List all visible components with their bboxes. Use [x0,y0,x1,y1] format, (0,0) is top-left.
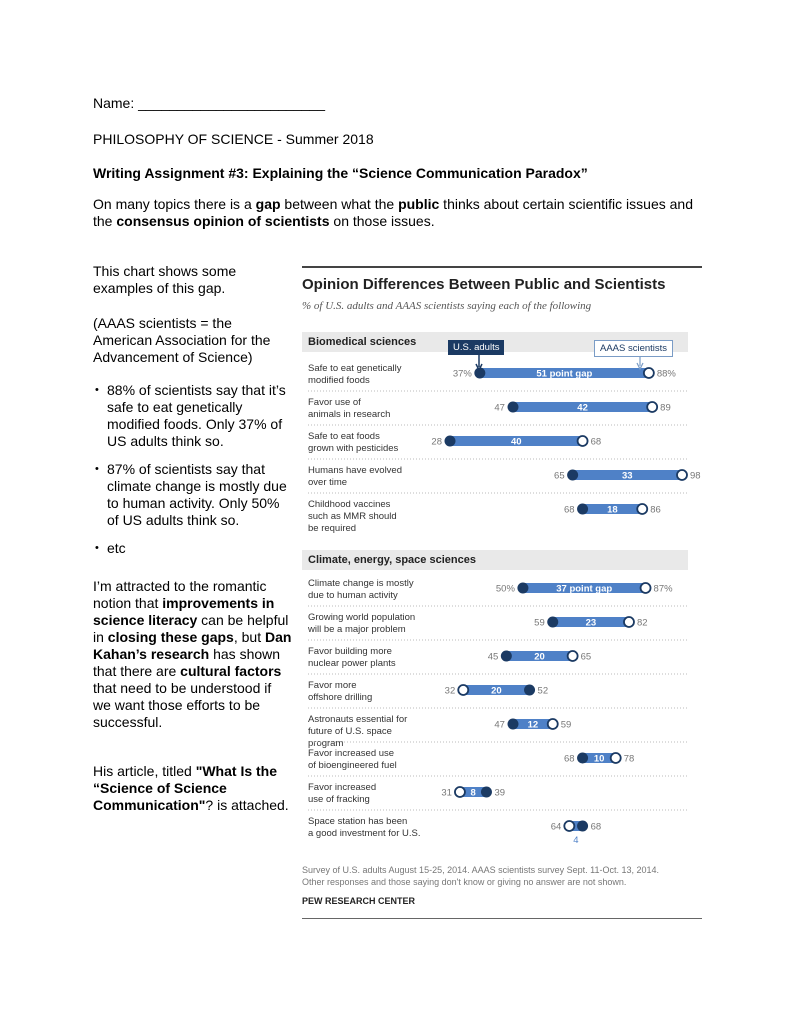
para-bold-literacy: improvements in science literacy [93,595,275,628]
intro-text-2: between what the [280,196,399,212]
row-label-line: Childhood vaccines [308,499,391,510]
chart-title: Opinion Differences Between Public and Scientists [302,276,666,293]
value-label-right: 65 [580,651,592,663]
assignment-title: Writing Assignment #3: Explaining the “Science Communication Paradox” [93,165,588,181]
adults-dot [524,685,535,696]
row-label-line: Humans have evolved [308,465,402,476]
row-label-line: will be a major problem [308,624,406,635]
row-label-line: offshore drilling [308,692,373,703]
scientists-dot [611,753,621,763]
chart-source: PEW RESEARCH CENTER [302,896,416,906]
value-label-left: 68 [563,504,575,516]
adults-dot [577,821,588,832]
value-label-left: 47 [494,719,505,731]
value-label-right: 89 [660,402,671,414]
row-label-line: animals in research [308,409,391,420]
article-paragraph [93,763,293,814]
chart-notes [302,864,659,888]
para-bold-kahan: Dan Kahan’s research [93,629,292,662]
row-label-line: Favor more [308,680,357,691]
row-label-line: over time [308,477,348,488]
value-label-right: 87% [653,583,673,595]
adults-dot [481,787,492,798]
row-label-line: such as MMR should [308,511,397,522]
adults-dot [567,470,578,481]
legend-aaas-scientists: AAAS scientists [594,340,673,357]
chart-note-line: Other responses and those saying don't know or giving no answer are not shown. [302,877,627,887]
gap-value: 40 [510,436,522,448]
value-label-left: 37% [452,368,472,380]
para-text-c: can be helpful in [93,612,289,645]
chart-intro-text: This chart shows some examples of this gap. [93,263,237,296]
value-label-left: 64 [550,821,562,833]
row-label-line: Astronauts essential for [308,714,408,725]
row-label-line: Climate change is mostly [308,578,414,589]
row-label-line: Growing world population [308,612,416,623]
gap-value: 42 [577,402,588,414]
row-label-line: Favor increased [308,782,377,793]
section-title-biomedical: Biomedical sciences [308,336,417,348]
legend-pointer-scientists [637,356,643,369]
gap-value: 33 [622,470,633,482]
bullet-item-etc: • etc [93,540,293,557]
scientists-dot [624,617,634,627]
row-label-line: modified foods [308,375,370,386]
gap-value: 37 point gap [556,583,613,595]
value-label-right: 52 [537,685,549,697]
intro-consensus: consensus opinion of scientists [116,213,330,229]
adults-dot [445,436,456,447]
gap-value: 18 [607,504,618,516]
value-label-right: 78 [623,753,635,765]
scientists-dot [458,685,468,695]
gap-value: 4 [573,835,579,846]
value-label-right: 68 [590,821,602,833]
adults-dot [577,753,588,764]
bullet-list [93,382,293,557]
value-label-right: 82 [636,617,648,629]
scientists-dot [568,651,578,661]
gap-value: 8 [470,787,476,799]
row-label-line: of bioengineered fuel [308,760,397,771]
scientists-dot [564,821,574,831]
value-label-right: 88% [656,368,676,380]
value-label-left: 28 [431,436,442,448]
bullet-item-climate: • 87% of scientists say that climate change is mostly due to human activity. Only 50% of US adults think so. [93,461,293,529]
name-field-label: Name: ________________________ [93,95,325,111]
bullet-item-gmo: • 88% of scientists say that it’s safe to eat genetically modified foods. Only 37% of US adults think so. [93,382,293,450]
value-label-left: 31 [441,787,452,799]
value-label-right: 98 [690,470,701,482]
intro-paragraph [93,196,693,230]
value-label-left: 32 [444,685,456,697]
para-text-g: has shown that there are [93,646,281,679]
chart-subtitle: % of U.S. adults and AAAS scientists saying each of the following [302,300,592,312]
row-label-line: Safe to eat foods [308,431,380,442]
value-label-right: 59 [560,719,572,731]
para-bold-gaps: closing these gaps [107,629,234,645]
value-label-left: 65 [554,470,565,482]
adults-dot [507,402,518,413]
adults-dot [577,504,588,515]
gap-value: 20 [491,685,502,697]
chart-note-line: Survey of U.S. adults August 15-25, 2014. AAAS scientists survey Sept. 11-Oct. 13, 2014. [302,865,660,875]
gap-value: 10 [593,753,605,765]
value-label-right: 86 [650,504,661,516]
intro-text-4: on those issues. [329,213,435,229]
intro-text-1: On many topics there is a [93,196,256,212]
row-label-line: nuclear power plants [308,658,396,669]
value-label-right: 68 [590,436,602,448]
pew-chart [302,266,704,922]
gap-value: 12 [527,719,539,731]
scientists-dot [647,402,657,412]
legend-us-adults: U.S. adults [448,340,504,355]
scientists-dot [578,436,588,446]
value-label-left: 45 [487,651,499,663]
article-text-c: ? is attached. [205,797,289,813]
value-label-left: 47 [494,402,505,414]
row-label-line: grown with pesticides [308,443,399,454]
adults-dot [547,617,558,628]
course-title: PHILOSOPHY OF SCIENCE - Summer 2018 [93,131,374,147]
adults-dot [507,719,518,730]
row-label-line: Space station has been [308,816,408,827]
intro-text-3: thinks about certain scientific issues and the [93,196,693,229]
scientists-dot [637,504,647,514]
scientists-dot [644,368,654,378]
row-label-line: Favor building more [308,646,392,657]
dumbbell-plot [302,266,704,866]
value-label-left: 59 [534,617,545,629]
row-label-line: Safe to eat genetically [308,363,402,374]
scientists-dot [677,470,687,480]
value-label-left: 68 [563,753,575,765]
intro-public: public [398,196,440,212]
scientists-dot [548,719,558,729]
row-label-line: future of U.S. space program [308,726,392,749]
kahan-paragraph [93,578,293,731]
article-text-a: His article, titled [93,763,196,779]
gap-value: 20 [534,651,545,663]
gap-value: 23 [585,617,597,629]
adults-dot [501,651,512,662]
section-title-climate: Climate, energy, space sciences [308,554,476,566]
value-label-right: 39 [494,787,506,799]
adults-dot [517,583,528,594]
row-label-line: be required [308,523,357,534]
para-text-e: , but [233,629,265,645]
chart-bottom-rule [302,918,702,919]
para-text-i: that need to be understood if we want those efforts to be successful. [93,680,272,730]
row-label-line: Favor increased use [308,748,395,759]
scientists-dot [641,583,651,593]
article-title: "What Is the “Science of Science Communication" [93,763,278,813]
value-label-left: 50% [495,583,515,595]
row-label-line: use of fracking [308,794,370,805]
para-text-a: I’m attracted to the romantic notion that [93,578,267,611]
row-label-line: due to human activity [308,590,398,601]
para-bold-cultural: cultural factors [180,663,282,679]
intro-gap: gap [255,196,281,212]
row-label-line: a good investment for U.S. [308,828,421,839]
scientists-dot [455,787,465,797]
gap-value: 51 point gap [536,368,593,380]
aaas-note: (AAAS scientists = the American Association for the Advancement of Science) [93,315,271,365]
row-label-line: Favor use of [308,397,361,408]
